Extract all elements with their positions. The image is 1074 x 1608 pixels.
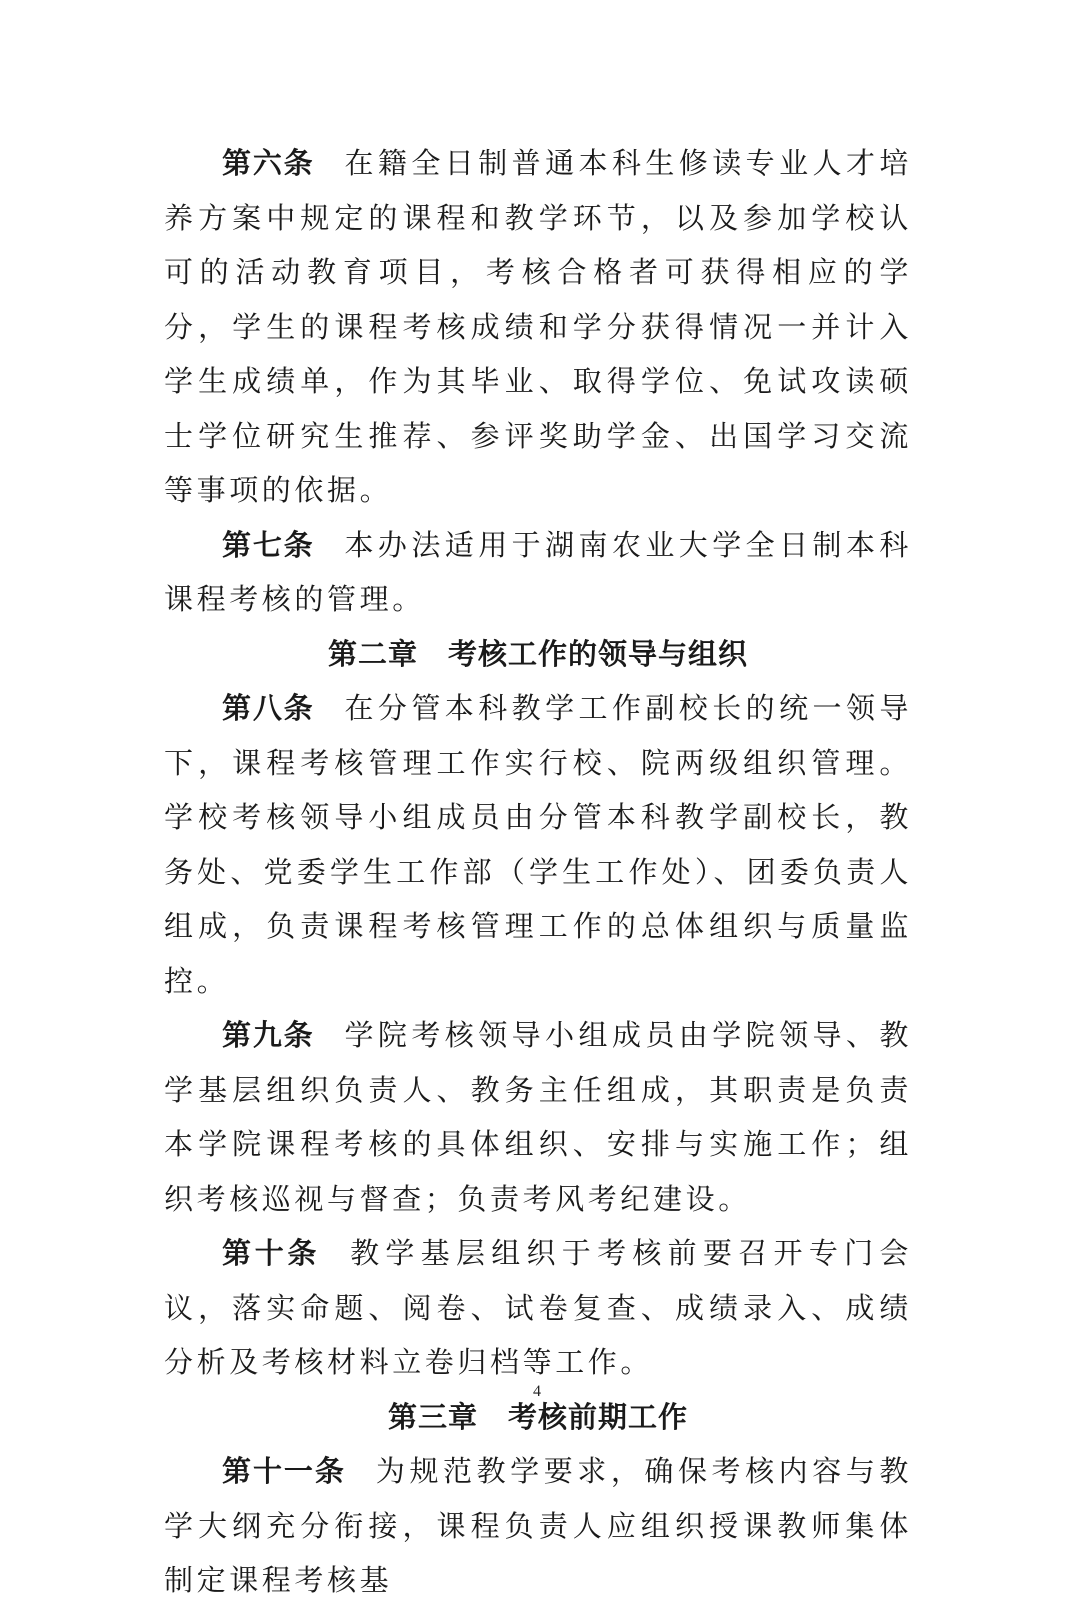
chapter-number: 第三章 (387, 1399, 478, 1434)
article-text: 为规范教学要求，确保考核内容与教学大纲充分衔接，课程负责人应组织授课教师集体制定课程考核基 (164, 1454, 912, 1597)
article-6 (164, 136, 912, 518)
article-label: 第十条 (222, 1236, 321, 1270)
article-label: 第九条 (222, 1018, 315, 1052)
article-text: 在分管本科教学工作副校长的统一领导下，课程考核管理工作实行校、院两级组织管理。学校考核领导小组成员由分管本科教学副校长，教务处、党委学生工作部（学生工作处）、团委负责人组成，负责课程考核管理工作的总体组织与质量监控。 (164, 691, 912, 998)
article-text: 学院考核领导小组成员由学院领导、教学基层组织负责人、教务主任组成，其职责是负责本学院课程考核的具体组织、安排与实施工作；组织考核巡视与督查；负责考风考纪建设。 (164, 1018, 912, 1216)
article-label: 第十一条 (222, 1454, 346, 1488)
article-9 (164, 1008, 912, 1226)
page-number: 4 (533, 1383, 541, 1400)
article-label: 第七条 (222, 527, 315, 562)
article-label: 第六条 (222, 146, 315, 180)
chapter-number: 第二章 (327, 636, 418, 671)
article-text: 在籍全日制普通本科生修读专业人才培养方案中规定的课程和教学环节，以及参加学校认可的活动教育项目，考核合格者可获得相应的学分，学生的课程考核成绩和学分获得情况一并计入学生成绩单，作为其毕业、取得学位、免试攻读硕士学位研究生推荐、参评奖助学金、出国学习交流等事项的依据。 (164, 146, 912, 507)
article-text: 本办法适用于湖南农业大学全日制本科课程考核的管理。 (164, 527, 912, 616)
article-label: 第八条 (222, 691, 315, 725)
chapter-2-heading (164, 627, 912, 682)
chapter-title: 考核工作的领导与组织 (448, 636, 749, 671)
article-8 (164, 681, 912, 1008)
article-7 (164, 518, 912, 627)
article-11 (164, 1444, 912, 1608)
article-text: 教学基层组织于考核前要召开专门会议，落实命题、阅卷、试卷复查、成绩录入、成绩分析及考核材料立卷归档等工作。 (164, 1236, 912, 1379)
chapter-title: 考核前期工作 (508, 1399, 689, 1434)
article-10 (164, 1226, 912, 1390)
